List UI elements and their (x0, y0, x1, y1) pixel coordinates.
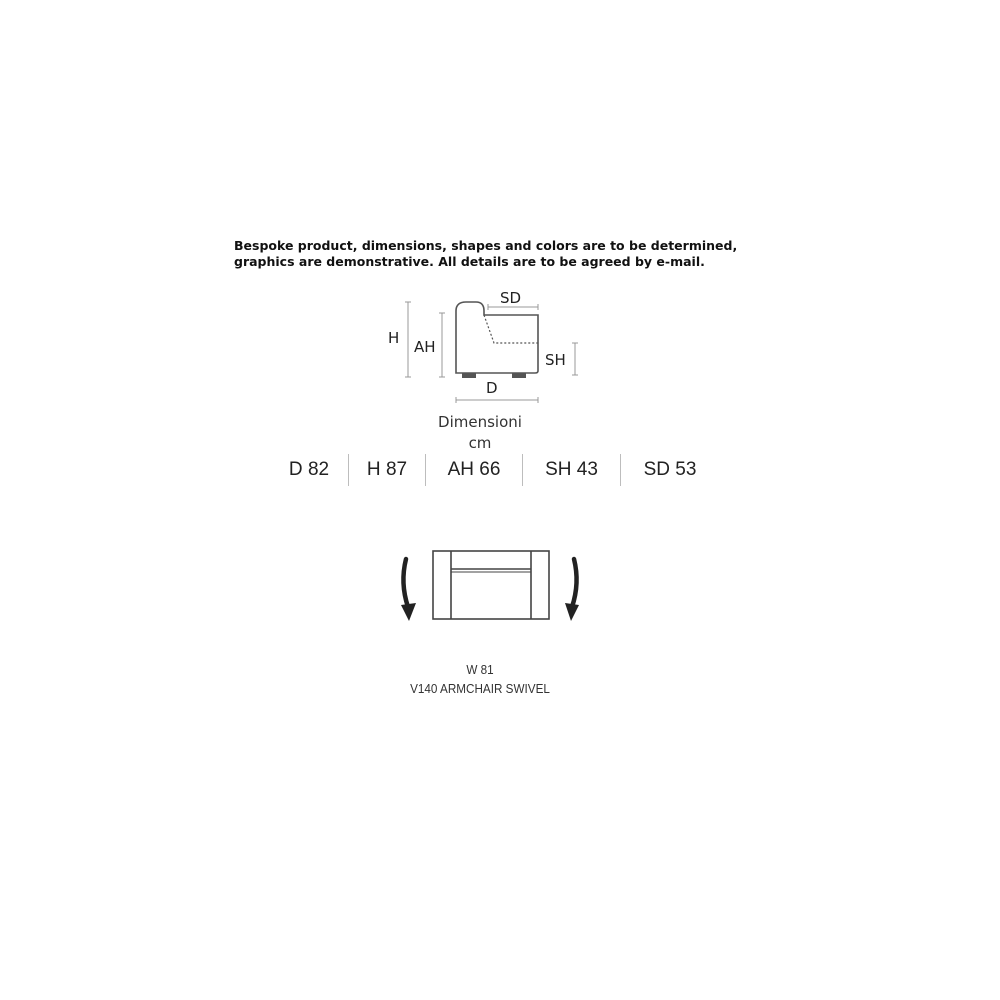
sh-dimension-line (572, 343, 578, 375)
dimension-ah (426, 459, 522, 481)
ah-dimension-line (439, 313, 445, 377)
dimension-value: 53 (675, 459, 697, 480)
d-dimension-line (456, 397, 538, 403)
dimensions-unit: cm (468, 434, 492, 452)
h-label: H (388, 329, 400, 347)
disclaimer-line-2: graphics are demonstrative. All details are to be agreed by e-mail. (234, 254, 705, 269)
product-model-name: V140 ARMCHAIR SWIVEL (410, 681, 550, 696)
dimensions-title: Dimensioni (438, 413, 522, 431)
product-width: W 81 (466, 662, 494, 677)
d-label: D (486, 379, 498, 397)
dimension-key: SH (545, 459, 572, 480)
sh-label: SH (545, 351, 566, 369)
dimension-key: D (288, 459, 303, 480)
dimension-sh (523, 459, 620, 481)
side-view-diagram (380, 285, 590, 405)
product-caption (380, 660, 580, 698)
armchair-top-icon (433, 551, 549, 619)
dimension-sd (621, 459, 719, 481)
ah-label: AH (414, 338, 436, 356)
dimensions-row (270, 452, 720, 488)
dimension-key: H (366, 459, 381, 480)
disclaimer (234, 238, 794, 270)
dimension-value: 43 (576, 459, 598, 480)
h-dimension-line (405, 302, 411, 377)
armchair-side-icon (456, 302, 538, 373)
dimension-key: AH (447, 459, 474, 480)
dimension-h (349, 459, 425, 481)
swivel-arrow-left-icon (401, 559, 416, 621)
dimension-value: 66 (479, 459, 501, 480)
dimensions-heading (420, 412, 540, 454)
disclaimer-line-1: Bespoke product, dimensions, shapes and colors are to be determined, (234, 238, 738, 253)
dimension-d (270, 459, 348, 481)
swivel-arrow-right-icon (565, 559, 579, 621)
dimension-value: 87 (385, 459, 408, 480)
sd-label: SD (500, 289, 522, 307)
dimension-key: SD (643, 459, 670, 480)
top-view-diagram (390, 545, 590, 630)
dimension-value: 82 (307, 459, 330, 480)
